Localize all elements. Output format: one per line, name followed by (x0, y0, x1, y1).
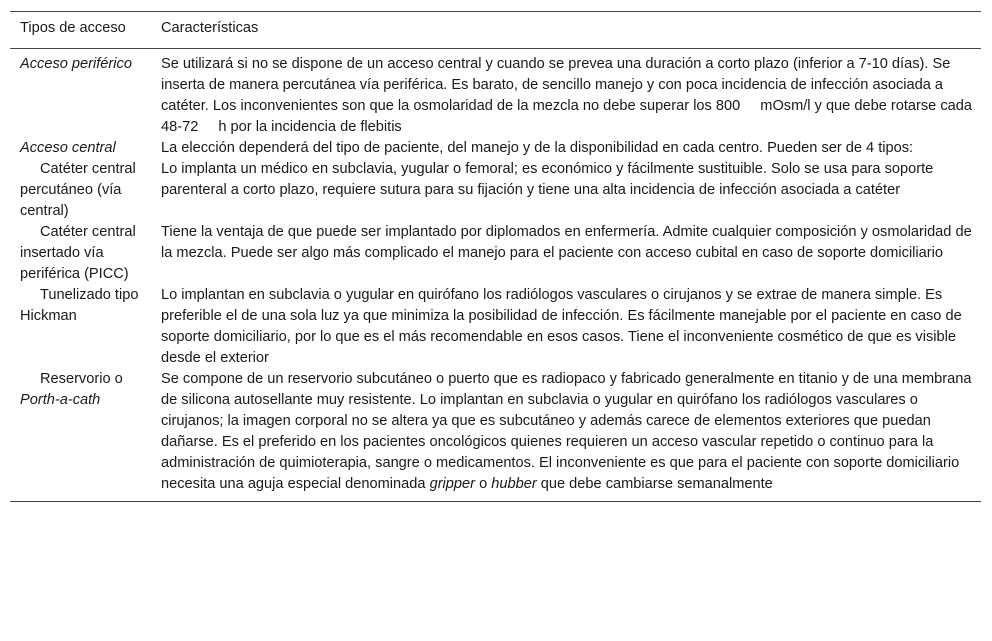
table-row (10, 49, 981, 139)
row-desc-peripheral (151, 49, 981, 139)
row-type-reservoir (10, 369, 151, 502)
vascular-access-table (10, 11, 981, 502)
table-header-row (10, 12, 981, 49)
osmolarity-unit-text: mOsm/l y que debe rotarse cada 48-72 (161, 98, 972, 135)
header-characteristics: Características (161, 20, 259, 36)
row-desc-picc: Tiene la ventaja de que puede ser implantado por diplomados en enfermería. Admite cualquier composición y osmolaridad de la mezcla. Puede ser algo más complicado el manejo para el paciente con acceso cubital en caso de soporte domiciliario (161, 224, 972, 261)
table-row (10, 285, 981, 369)
row-type-label: Catéter central percutáneo (vía central) (20, 161, 136, 219)
row-type-label: Tunelizado tipo Hickman (20, 287, 139, 324)
table-row (10, 369, 981, 502)
row-desc-central: La elección dependerá del tipo de paciente, del manejo y de la disponibilidad en cada centro. Pueden ser de 4 tipos: (161, 140, 914, 156)
table-row (10, 159, 981, 222)
hours-text: h por la incidencia de flebitis (218, 119, 402, 135)
desc-text: Se compone de un reservorio subcutáneo o puerto que es radiopaco y fabricado generalmente en titanio y de una membrana de silicona autosellante muy resistente. Lo implantan en subclavia o yugular en quirófano los radiólogos vasculares o cirujanos; la imagen corporal no se altera ya que es subcutáneo y además carece de elementos exteriores que puedan dañarse. Es el preferido en los pacientes oncológicos quienes requieren un acceso vascular repetido o continuo para la administración de quimioterapia, sangre o medicamentos. El inconveniente es que para el paciente con soporte domiciliario necesita una aguja especial denominada (161, 371, 972, 492)
row-type-label: Reservorio o (40, 371, 123, 387)
table-row (10, 222, 981, 285)
desc-text: Se utilizará si no se dispone de un acceso central y cuando se prevea una duración a corto plazo (inferior a 7-10 días). Se inserta de manera percutánea vía periférica. Es barato, de sencillo manejo y con poca incidencia de infección asociada a catéter. Los inconvenientes son que la osmolaridad de la mezcla no debe superar los (161, 56, 951, 114)
table-row (10, 138, 981, 159)
term-gripper: gripper (429, 476, 476, 492)
table-container (10, 11, 981, 502)
row-desc-reservoir (151, 369, 981, 502)
row-type-percutaneous (10, 159, 151, 222)
row-type-central: Acceso central (20, 140, 116, 156)
row-type-hickman (10, 285, 151, 369)
row-desc-hickman: Lo implantan en subclavia o yugular en quirófano los radiólogos vasculares o cirujanos y se extrae de manera simple. Es preferible el de una sola luz ya que minimiza la posibilidad de infección. Es fácilmente manejable por el paciente en caso de soporte domiciliario, por lo que es el más recomendable en esos casos. Tiene el inconveniente cosmético de que es visible desde el exterior (161, 287, 962, 366)
term-hubber: hubber (491, 476, 537, 492)
header-access-type: Tipos de acceso (20, 20, 126, 36)
desc-end-text: que debe cambiarse semanalmente (540, 476, 773, 492)
row-type-peripheral: Acceso periférico (20, 56, 132, 72)
osmolarity-value: 800 (715, 98, 741, 114)
row-type-label: Catéter central insertado vía periférica (PICC) (20, 224, 136, 282)
row-type-picc (10, 222, 151, 285)
conjunction: o (479, 476, 488, 492)
row-desc-percutaneous: Lo implanta un médico en subclavia, yugular o femoral; es económico y fácilmente sustituible. Solo se usa para soporte parenteral a corto plazo, requiere sutura para su fijación y tiene una alta incidencia de infección asociada a catéter (161, 161, 934, 198)
row-type-italic: Porth-a-cath (20, 392, 101, 408)
